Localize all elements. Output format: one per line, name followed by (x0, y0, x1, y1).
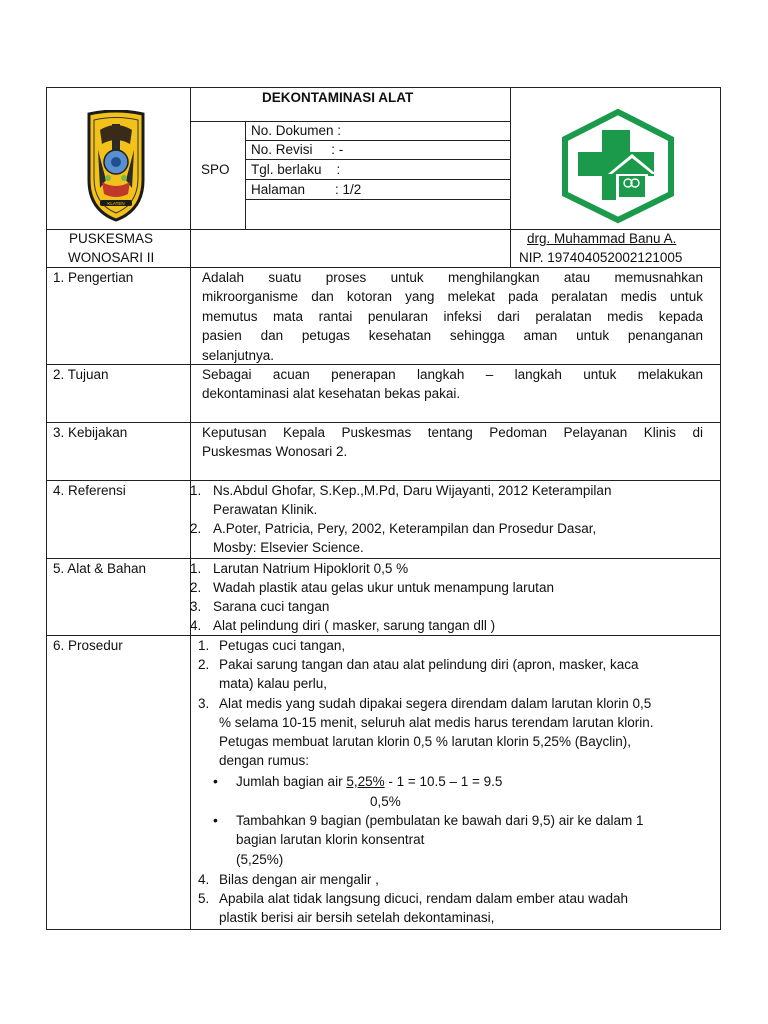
puskesmas-logo (558, 108, 678, 224)
alat-num: 3. (190, 599, 202, 614)
formula-denominator: 0,5% (370, 794, 401, 809)
logo-klaten-text: KLATEN (107, 201, 125, 206)
field-no-revisi: No. Revisi : - (251, 142, 344, 157)
prosedur-num: 3. (198, 696, 210, 711)
prosedur-line: Apabila alat tidak langsung dicuci, rendam dalam ember atau wadah (219, 891, 629, 906)
prosedur-line: Bilas dengan air mengalir , (219, 872, 379, 887)
alat-item: Larutan Natrium Hipoklorit 0,5 % (213, 561, 409, 576)
org-name-line2: WONOSARI II (68, 250, 155, 265)
prosedur-num: 1. (198, 638, 210, 653)
prosedur-line: Alat medis yang sudah dipakai segera direndam dalam larutan klorin 0,5 (219, 696, 652, 711)
signer-nip: NIP. 197404052002121005 (519, 250, 683, 265)
org-name-line1: PUSKESMAS (69, 231, 154, 246)
referensi-line: Mosby: Elsevier Science. (213, 540, 364, 555)
kebijakan-line: Puskesmas Wonosari 2. (202, 444, 348, 460)
prosedur-line: Petugas cuci tangan, (219, 638, 346, 653)
prosedur-line: mata) kalau perlu, (219, 676, 328, 691)
pengertian-line: selanjutnya. (202, 347, 275, 363)
field-halaman: Halaman : 1/2 (251, 182, 362, 197)
alat-num: 2. (190, 580, 202, 595)
label-alat-bahan: 5. Alat & Bahan (53, 561, 147, 576)
prosedur-num: 5. (198, 891, 210, 906)
signer-name: drg. Muhammad Banu A. (527, 231, 677, 246)
klaten-regency-logo (86, 110, 146, 222)
dilution-line: bagian larutan klorin konsentrat (236, 832, 425, 847)
label-tujuan: 2. Tujuan (53, 367, 109, 382)
prosedur-line: dengan rumus: (219, 753, 310, 768)
prosedur-line: plastik berisi air bersih setelah dekontaminasi, (219, 910, 495, 925)
text-tujuan (202, 365, 703, 404)
document-title: DEKONTAMINASI ALAT (262, 90, 414, 105)
field-no-dokumen: No. Dokumen : (251, 123, 342, 138)
pengertian-line: Adalah suatu proses untuk menghilangkan atau memusnahkan (202, 270, 703, 285)
tujuan-line: Sebagai acuan penerapan langkah – langkah untuk melakukan (202, 367, 703, 382)
prosedur-line: Petugas membuat larutan klorin 0,5 % larutan klorin 5,25% (Bayclin), (219, 734, 631, 749)
referensi-line: Perawatan Klinik. (213, 502, 318, 517)
formula-result: - 1 = 10.5 – 1 = 9.5 (384, 774, 503, 789)
prosedur-num: 4. (198, 872, 210, 887)
label-kebijakan: 3. Kebijakan (53, 425, 128, 440)
text-pengertian (202, 268, 703, 365)
formula-numerator: 5,25% (346, 774, 385, 789)
tujuan-line: dekontaminasi alat kesehatan bekas pakai. (202, 386, 461, 402)
alat-num: 1. (190, 561, 202, 576)
referensi-line: Ns.Abdul Ghofar, S.Kep.,M.Pd, Daru Wijayanti, 2012 Keterampilan (213, 483, 612, 498)
alat-item: Alat pelindung diri ( masker, sarung tangan dll ) (213, 618, 496, 633)
formula-prefix: Jumlah bagian air (236, 774, 347, 789)
pengertian-line: pasien dan petugas kesehatan sehingga aman untuk penanganan (202, 328, 703, 344)
referensi-num: 2. (190, 521, 202, 536)
alat-item: Wadah plastik atau gelas ukur untuk menampung larutan (213, 580, 554, 595)
referensi-line: A.Poter, Patricia, Pery, 2002, Keterampilan dan Prosedur Dasar, (213, 521, 597, 536)
alat-item: Sarana cuci tangan (213, 599, 330, 614)
label-prosedur: 6. Prosedur (53, 638, 123, 653)
referensi-num: 1. (190, 483, 202, 498)
prosedur-line: Pakai sarung tangan dan atau alat pelindung diri (apron, masker, kaca (219, 657, 639, 672)
pengertian-line: memutus mata rantai penularan infeksi dari peralatan medis kepada (202, 308, 703, 324)
label-referensi: 4. Referensi (53, 483, 126, 498)
alat-num: 4. (190, 618, 202, 633)
formula-bullet (236, 772, 502, 791)
dilution-bullet-line: • Tambahkan 9 bagian (pembulatan ke bawah dari 9,5) air ke dalam 1 (236, 811, 644, 830)
pengertian-line: mikroorganisme dan kotoran yang melekat pada peralatan medis untuk (202, 289, 703, 305)
dilution-line: (5,25%) (236, 852, 284, 867)
text-kebijakan (202, 423, 703, 462)
spo-label: SPO (201, 162, 230, 177)
label-pengertian: 1. Pengertian (53, 270, 134, 285)
prosedur-num: 2. (198, 657, 210, 672)
prosedur-line: % selama 10-15 menit, seluruh alat medis harus terendam larutan klorin. (219, 715, 654, 730)
field-tgl-berlaku: Tgl. berlaku : (251, 162, 341, 177)
kebijakan-line: Keputusan Kepala Puskesmas tentang Pedoman Pelayanan Klinis di (202, 425, 703, 440)
